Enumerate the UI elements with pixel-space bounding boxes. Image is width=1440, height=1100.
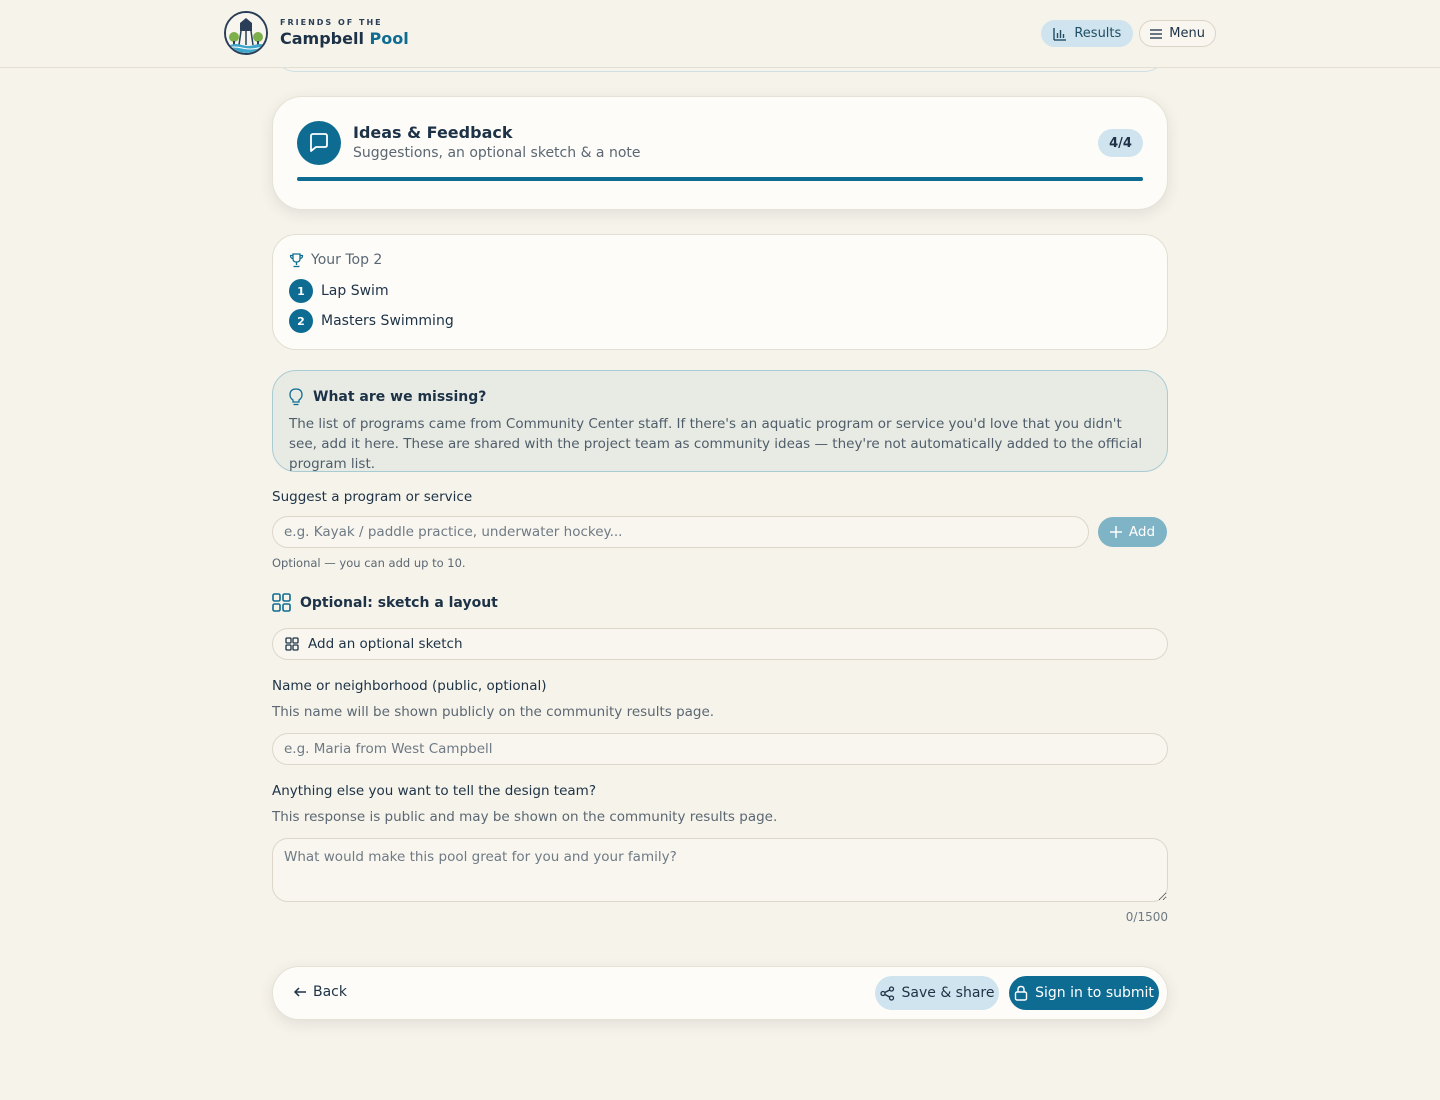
add-sketch-button[interactable]: Add an optional sketch — [272, 628, 1168, 660]
top-picks-heading: Your Top 2 — [289, 252, 382, 268]
menu-label: Menu — [1169, 26, 1205, 41]
name-help: This name will be shown publicly on the community results page. — [272, 704, 715, 720]
plus-icon — [1110, 526, 1122, 538]
step-progress-bar — [297, 177, 1143, 181]
name-input[interactable] — [272, 733, 1168, 765]
sketch-section-title: Optional: sketch a layout — [272, 593, 498, 612]
step-title: Ideas & Feedback — [353, 123, 513, 142]
site-logo[interactable] — [224, 11, 409, 55]
callout-body: The list of programs came from Community Center staff. If there's an aquatic program or service you'd love that you didn't see, add it here. These are shared with the project team as community ideas — they're not automatically added to the official program list. — [289, 416, 1143, 472]
pick-label: Masters Swimming — [321, 313, 454, 329]
suggest-label: Suggest a program or service — [272, 489, 473, 505]
suggest-input[interactable] — [272, 516, 1089, 548]
rank-badge: 1 — [289, 279, 313, 303]
name-label: Name or neighborhood (public, optional) — [272, 678, 547, 694]
pick-label: Lap Swim — [321, 283, 389, 299]
share-icon — [880, 986, 895, 1001]
lock-icon — [1014, 985, 1028, 1001]
missing-programs-callout — [272, 370, 1168, 472]
notes-label: Anything else you want to tell the design team? — [272, 783, 596, 799]
suggest-help: Optional — you can add up to 10. — [272, 556, 466, 570]
results-button[interactable] — [1041, 20, 1133, 47]
bottom-action-bar — [272, 966, 1168, 1020]
step-counter-badge: 4/4 — [1098, 129, 1143, 157]
top-picks-card — [272, 234, 1168, 350]
back-button[interactable]: Back — [293, 984, 347, 1000]
character-counter: 0/1500 — [1125, 910, 1168, 924]
rank-badge: 2 — [289, 309, 313, 333]
results-label: Results — [1074, 26, 1122, 41]
water-tower-logo-icon — [224, 11, 268, 55]
chat-bubble-icon — [297, 121, 341, 165]
callout-title: What are we missing? — [289, 388, 486, 406]
menu-button[interactable] — [1139, 20, 1216, 47]
top-pick-item — [289, 279, 389, 303]
arrow-left-icon — [293, 985, 307, 999]
top-pick-item — [289, 309, 454, 333]
notes-help: This response is public and may be shown on the community results page. — [272, 809, 778, 825]
step-progress-fill — [297, 177, 1143, 181]
header-nav — [1041, 20, 1216, 47]
notes-textarea[interactable] — [272, 838, 1168, 902]
sign-in-submit-button[interactable]: Sign in to submit — [1009, 976, 1159, 1010]
bar-chart-icon — [1053, 27, 1067, 41]
top-navigation-bar — [0, 0, 1440, 68]
brand-tagline: FRIENDS OF THE — [280, 18, 383, 27]
add-suggestion-button[interactable]: Add — [1098, 517, 1167, 547]
trophy-icon — [289, 253, 304, 268]
save-share-button[interactable]: Save & share — [875, 976, 999, 1010]
grid-icon — [272, 593, 291, 612]
hamburger-icon — [1150, 28, 1162, 40]
brand-name: Campbell Pool — [280, 29, 409, 48]
step-progress-card — [272, 96, 1168, 210]
grid-icon — [285, 637, 299, 651]
lightbulb-icon — [289, 388, 303, 406]
step-subtitle: Suggestions, an optional sketch & a note — [353, 145, 641, 161]
